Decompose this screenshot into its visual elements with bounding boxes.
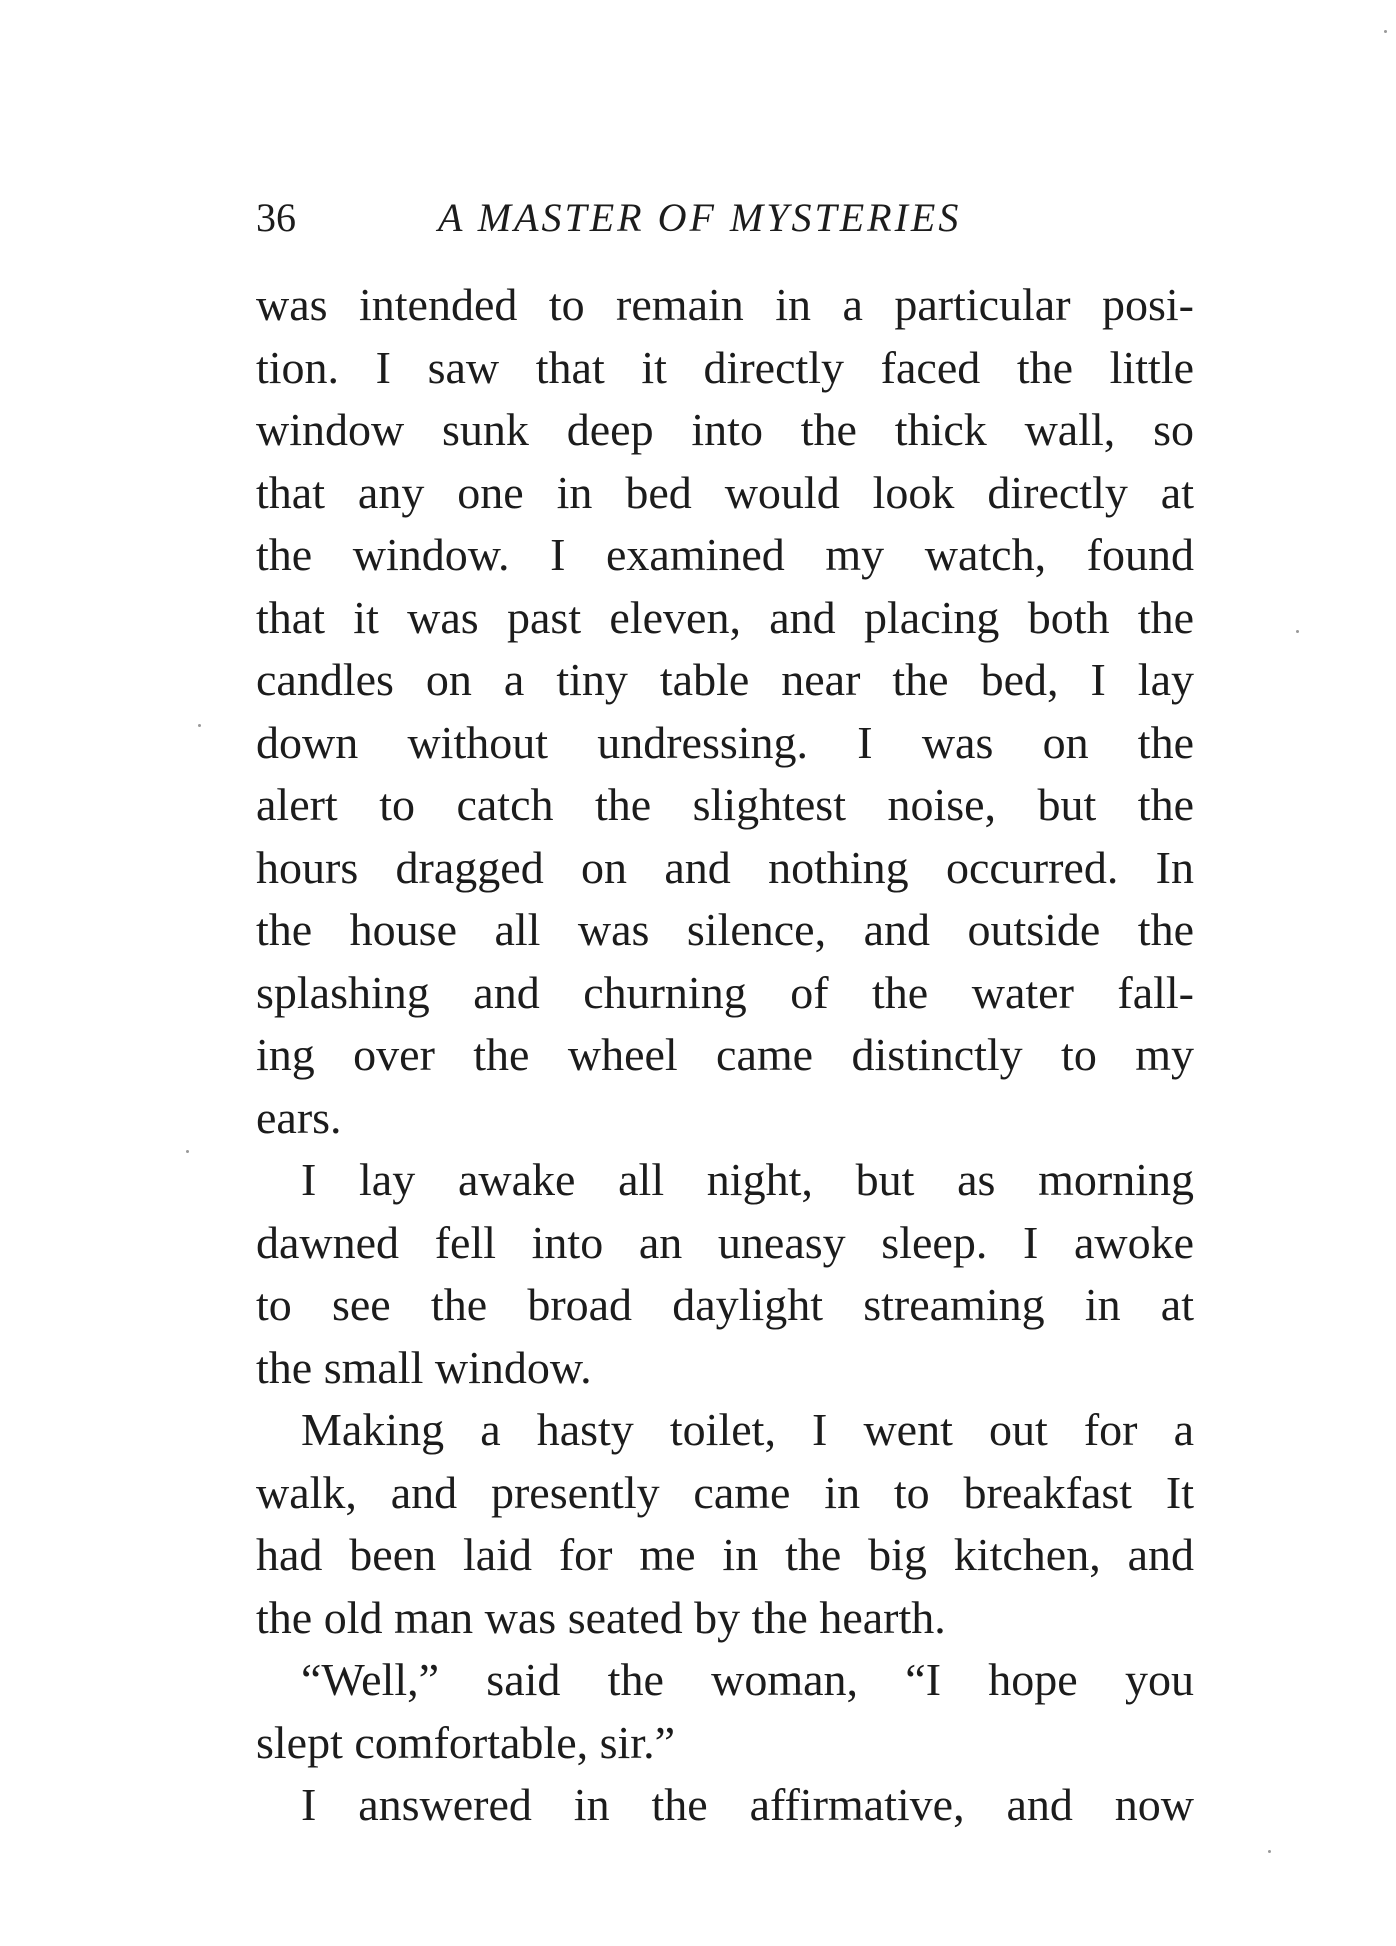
paper-speck: [186, 1150, 189, 1153]
text-line: candles on a tiny table near the bed, I lay: [256, 654, 1194, 705]
text-line: tion. I saw that it directly faced the little: [256, 341, 1194, 393]
body-text: [256, 274, 1194, 1837]
text-line: had been laid for me in the big kitchen, and: [256, 1529, 1194, 1580]
text-line: that any one in bed would look directly at: [256, 466, 1194, 518]
text-line: I answered in the affirmative, and now: [301, 1779, 1194, 1830]
page-number: 36: [256, 195, 296, 240]
text-line: down without undressing. I was on the: [256, 716, 1194, 768]
text-line: the house all was silence, and outside the: [256, 904, 1194, 955]
text-line: walk, and presently came in to breakfast It: [256, 1466, 1194, 1518]
text-line: the old man was seated by the hearth.: [256, 1591, 946, 1643]
running-title: A MASTER OF MYSTERIES: [438, 195, 962, 240]
text-line: window sunk deep into the thick wall, so: [256, 404, 1194, 455]
paper-speck: [1296, 630, 1299, 633]
text-line: Making a hasty toilet, I went out for a: [301, 1404, 1194, 1455]
paper-speck: [198, 724, 201, 727]
text-line: ears.: [256, 1091, 342, 1143]
text-line: that it was past eleven, and placing both the: [256, 591, 1194, 643]
text-line: alert to catch the slightest noise, but the: [256, 779, 1194, 830]
text-line: the window. I examined my watch, found: [256, 529, 1194, 580]
page-header: [256, 188, 1216, 248]
text-line: the small window.: [256, 1341, 592, 1393]
text-line: to see the broad daylight streaming in at: [256, 1279, 1194, 1330]
paper-speck: [1268, 1850, 1271, 1853]
paper-speck: [1384, 30, 1387, 33]
text-line: ing over the wheel came distinctly to my: [256, 1029, 1194, 1080]
text-line: slept comfortable, sir.”: [256, 1716, 675, 1768]
text-line: hours dragged on and nothing occurred. In: [256, 841, 1194, 893]
text-line: “Well,” said the woman, “I hope you: [301, 1654, 1194, 1705]
text-line: was intended to remain in a particular posi-: [256, 279, 1194, 330]
text-line: splashing and churning of the water fall-: [256, 966, 1194, 1018]
text-line: I lay awake all night, but as morning: [301, 1154, 1194, 1205]
text-line: dawned fell into an uneasy sleep. I awoke: [256, 1216, 1194, 1268]
